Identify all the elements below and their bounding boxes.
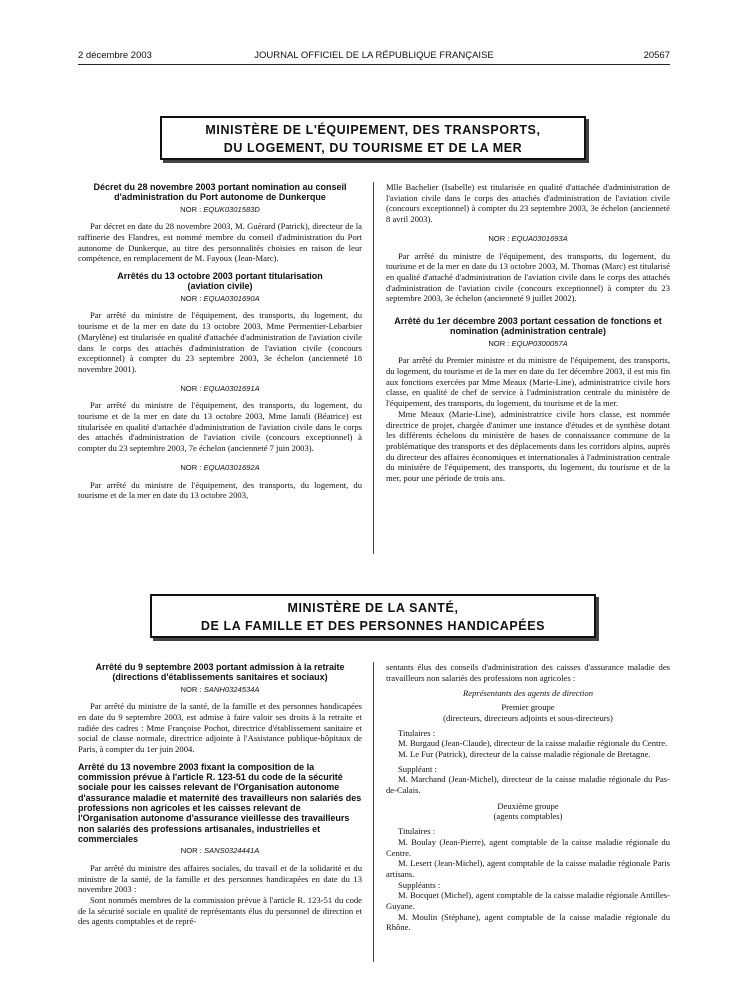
ministry-heading-equipement <box>160 116 586 160</box>
arrete-commission-text2: Sont nommés membres de la commission prévue à l'article R. 123-51 du code de la sécurité sociale en qualité de représentants élus du personnel de direction et des agents comptables et de repré- <box>78 895 362 927</box>
group1-titulaires-label: Titulaires : <box>398 727 436 738</box>
section1-right-column <box>386 182 670 484</box>
group2-suppleants-label: Suppléants : <box>398 879 441 890</box>
group1-titulaire-2: M. Le Fur (Patrick), directeur de la caisse maladie régionale de Bretagne. <box>398 748 651 759</box>
arrete3-nor: NOR : EQUA0301692A <box>180 462 260 472</box>
arrete5-text1: Par arrêté du Premier ministre et du ministre de l'équipement, des transports, du logement, du tourisme et de la mer en date du 1er décembre 2003, il est mis fin aux fonctions exercées par Mme Meaux (Marie-Line), administratrice civile hors classe, en qualité de chef de service à l'administration centrale du ministère de l'équipement, des transports, du logement, du tourisme et de la mer. <box>386 355 670 409</box>
arrete2-text: Par arrêté du ministre de l'équipement, des transports, du logement, du tourisme et de la mer en date du 13 octobre 2003, Mme Ianuli (Béatrice) est titularisée en qualité d'attachée d'administration de l'aviation civile dans le corps des attachés d'administration de l'aviation civile (concours exceptionnel) à compter du 23 septembre 2003, 7e échelon (ancienneté 7 juin 2003). <box>78 400 362 454</box>
arrete5-title: Arrêté du 1er décembre 2003 portant cessation de fonctions et nomination (administration centrale) <box>394 316 662 337</box>
arrete3-text: Par arrêté du ministre de l'équipement, des transports, du logement, du tourisme et de la mer en date du 13 octobre 2003, <box>78 479 362 501</box>
decret-text: Par décret en date du 28 novembre 2003, M. Guérard (Patrick), directeur de la raffinerie des Flandres, est nommé membre du conseil d'administration du Port autonome de Dunkerque, au titre des personnalités choisies en raison de leur compétence, en remplacement de M. Fayoux (Jean-Marc). <box>78 221 362 264</box>
arrete5-text2: Mme Meaux (Marie-Line), administratrice civile hors classe, est nommée directrice de projet, chargée d'animer une instance d'études et de synthèse dotant les différents échelons du ministère de bases de connaissance commune de la problématique des transports et des déplacements dans les corridors alpins, auprès du directeur des affaires économiques et internationales à l'administration centrale du ministère de l'équipement, des transports, du logement, du tourisme et de la mer, pour une période de trois ans. <box>386 408 670 484</box>
arretes-title: Arrêtés du 13 octobre 2003 portant titularisation (aviation civile) <box>117 271 323 292</box>
arrete1-text: Par arrêté du ministre de l'équipement, des transports, du logement, du tourisme et de la mer en date du 13 octobre 2003, Mme Permentier-Lebarbier (Marylène) est titularisée en qualité d'attachée d'administration de l'aviation civile dans le corps des attachés d'administration de l'aviation civile (concours exceptionnel) à compter du 23 septembre 2003, 3e échelon (ancienneté 18 novembre 2001). <box>78 310 362 374</box>
column-divider <box>373 182 374 554</box>
arrete-commission-title: Arrêté du 13 novembre 2003 fixant la composition de la commission prévue à l'article R. 123-51 du code de la sécurité sociale pour les caisses relevant de l'Organisation autonome d'assurance maladie et maternité des travailleurs non salariés des professions non agricoles et les caisses relevant de l'Organisation autonome d'assurance vieillesse des travailleurs non salariés des professions artisanales, industrielles et commerciales <box>78 761 362 844</box>
arrete1-nor: NOR : EQUA0301690A <box>180 293 260 303</box>
arrete3-text-continued: Mlle Bachelier (Isabelle) est titularisée en qualité d'attachée d'administration de l'aviation civile dans le corps des attachés d'administration de l'aviation civile (concours exceptionnel) à compter du 23 septembre 2003, 3e échelon (ancienneté 8 avril 2003). <box>386 182 670 225</box>
ministry-heading-line1: MINISTÈRE DE L'ÉQUIPEMENT, DES TRANSPORTS, <box>205 123 541 137</box>
section2-left-column <box>78 662 362 927</box>
arrete-retraite-title: Arrêté du 9 septembre 2003 portant admission à la retraite (directions d'établissements sanitaires et sociaux) <box>95 662 345 683</box>
arrete-retraite-text: Par arrêté du ministre de la santé, de la famille et des personnes handicapées en date du 9 septembre 2003, est admise à faire valoir ses droits à la retraite et radiée des cadres : Mme Françoise Pochot, directrice d'établissement sanitaire et social de classe normale, directrice adjointe à l'Assistance publique-hôpitaux de Paris, à compter du 1er juin 2004. <box>78 701 362 755</box>
rep-heading: Représentants des agents de direction <box>463 688 593 699</box>
header-date: 2 décembre 2003 <box>78 50 152 61</box>
group2-titulaires-label: Titulaires : <box>398 826 436 837</box>
commission-text-continued: sentants élus des conseils d'administration des caisses d'assurance maladie des travailleurs non salariés des professions non agricoles : <box>386 662 670 683</box>
section1-left-column <box>78 182 362 501</box>
arrete-retraite-nor: NOR : SANH0324534A <box>180 684 260 694</box>
ministry2-heading-line1: MINISTÈRE DE LA SANTÉ, <box>287 601 459 615</box>
column-divider-2 <box>373 662 374 962</box>
decret-nor: NOR : EQUK0301583D <box>180 204 260 214</box>
group1-suppleant-1: M. Marchand (Jean-Michel), directeur de la caisse maladie régionale du Pas-de-Calais. <box>386 774 670 796</box>
group1-title: Premier groupe <box>501 702 555 713</box>
arrete4-text: Par arrêté du ministre de l'équipement, des transports, du logement, du tourisme et de la mer en date du 13 octobre 2003, M. Thomas (Marc) est titularisé en qualité d'attaché d'administration de l'aviation civile dans le corps des attachés d'administration de l'aviation civile (concours exceptionnel) à compter du 23 septembre 2003, 3e échelon (ancienneté 9 juillet 2002). <box>386 250 670 304</box>
group1-suppleant-label: Suppléant : <box>398 763 437 774</box>
header-page-number: 20567 <box>643 50 670 61</box>
group2-subtitle: (agents comptables) <box>493 811 563 822</box>
arrete2-nor: NOR : EQUA0301691A <box>180 383 260 393</box>
arrete-commission-nor: NOR : SANS0324441A <box>180 846 260 856</box>
group2-titulaire-2: M. Lesert (Jean-Michel), agent comptable de la caisse maladie régionale Paris artisans. <box>386 858 670 879</box>
header-journal-title: JOURNAL OFFICIEL DE LA RÉPUBLIQUE FRANÇAISE <box>254 50 494 61</box>
ministry-heading-sante <box>150 594 596 638</box>
ministry2-heading-line2: DE LA FAMILLE ET DES PERSONNES HANDICAPÉES <box>200 619 546 633</box>
group1-titulaire-1: M. Burgaud (Jean-Claude), directeur de la caisse maladie régionale du Centre. <box>398 738 668 749</box>
section2-right-column <box>386 662 670 933</box>
arrete5-nor: NOR : EQUP0300057A <box>488 338 568 348</box>
arrete4-nor: NOR : EQUA0301693A <box>488 233 568 243</box>
decret-title: Décret du 28 novembre 2003 portant nomination au conseil d'administration du Port autonome de Dunkerque <box>93 182 347 203</box>
group2-suppleant-1: M. Bocquet (Michel), agent comptable de la caisse maladie régionale Antilles-Guyane. <box>386 890 670 912</box>
arrete-commission-text1: Par arrêté du ministre des affaires sociales, du travail et de la solidarité et du ministre de la santé, de la famille et des personnes handicapées en date du 13 novembre 2003 : <box>78 862 362 895</box>
header-rule <box>78 64 670 65</box>
group2-title: Deuxième groupe <box>497 800 559 811</box>
ministry-heading-line2: DU LOGEMENT, DU TOURISME ET DE LA MER <box>223 141 523 155</box>
group2-titulaire-1: M. Boulay (Jean-Pierre), agent comptable de la caisse maladie régionale du Centre. <box>386 836 670 858</box>
group1-subtitle: (directeurs, directeurs adjoints et sous-directeurs) <box>443 712 613 723</box>
group2-suppleant-2: M. Moulin (Stéphane), agent comptable de la caisse maladie régionale du Rhône. <box>386 911 670 933</box>
